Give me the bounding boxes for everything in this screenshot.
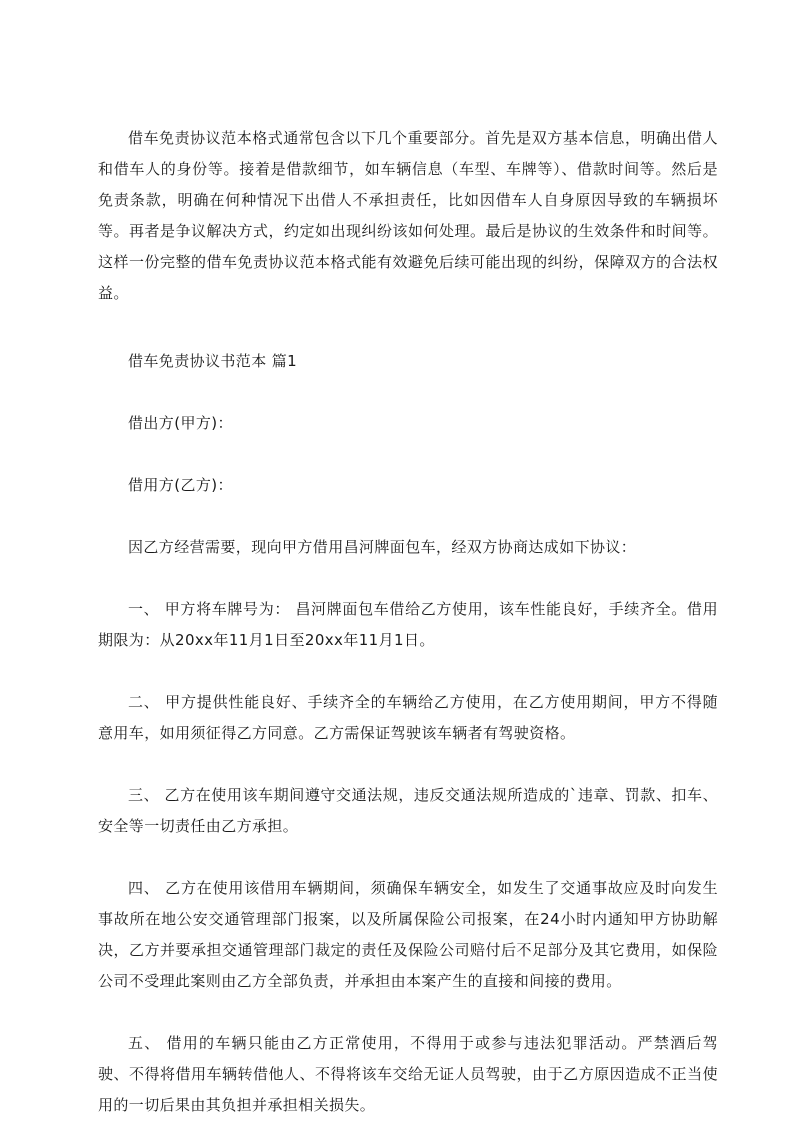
party-b-line: 借用方(乙方)： bbox=[128, 476, 233, 494]
party-a-line: 借出方(甲方)： bbox=[128, 414, 233, 432]
preamble-paragraph: 因乙方经营需要，现向甲方借用昌河牌面包车，经双方协商达成如下协议： bbox=[128, 538, 637, 556]
document-body bbox=[98, 123, 718, 1121]
agreement-title: 借车免责协议书范本 篇1 bbox=[128, 352, 298, 370]
intro-paragraph: 借车免责协议范本格式通常包含以下几个重要部分。首先是双方基本信息，明确出借人和借车人的身份等。接着是借款细节，如车辆信息（车型、车牌等）、借款时间等。然后是免责条款，明确在何种情况下出借人不承担责任，比如因借车人自身原因导致的车辆损坏等。再者是争议解决方式，约定如出现纠纷该如何处理。最后是协议的生效条件和时间等。这样一份完整的借车免责协议范本格式能有效避免后续可能出现的纠纷，保障双方的合法权益。 bbox=[98, 129, 718, 302]
clause-4: 四、 乙方在使用该借用车辆期间，须确保车辆安全，如发生了交通事故应及时向发生事故所在地公安交通管理部门报案，以及所属保险公司报案，在24小时内通知甲方协助解决，乙方并要承担交通管理部门裁定的责任及保险公司赔付后不足部分及其它费用，如保险公司不受理此案则由乙方全部负责，并承担由本案产生的直接和间接的费用。 bbox=[98, 879, 718, 990]
clause-5: 五、 借用的车辆只能由乙方正常使用，不得用于或参与违法犯罪活动。严禁酒后驾驶、不得将借用车辆转借他人、不得将该车交给无证人员驾驶，由于乙方原因造成不正当使用的一切后果由其负担并承担相关损失。 bbox=[98, 1034, 718, 1114]
clause-3: 三、 乙方在使用该车期间遵守交通法规，违反交通法规所造成的`违章、罚款、扣车、安全等一切责任由乙方承担。 bbox=[98, 786, 718, 835]
clause-1: 一、 甲方将车牌号为： 昌河牌面包车借给乙方使用，该车性能良好，手续齐全。借用期限为：从20xx年11月1日至20xx年11月1日。 bbox=[98, 600, 718, 649]
clause-2: 二、 甲方提供性能良好、手续齐全的车辆给乙方使用，在乙方使用期间，甲方不得随意用车，如用须征得乙方同意。乙方需保证驾驶该车辆者有驾驶资格。 bbox=[98, 693, 718, 742]
